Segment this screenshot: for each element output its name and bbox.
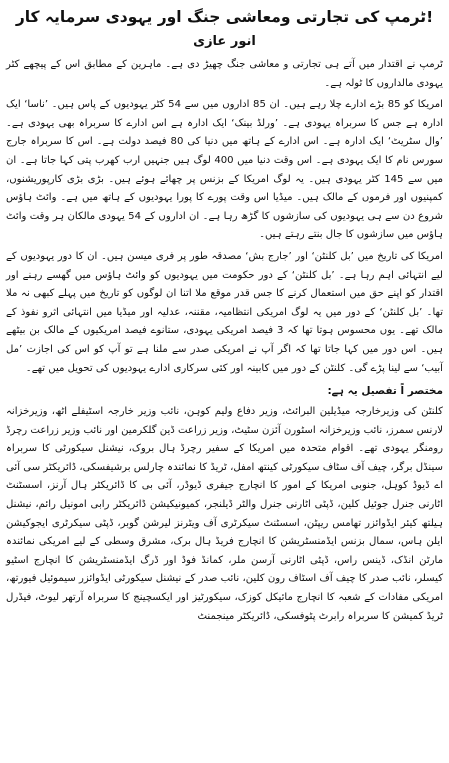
article-author: انور عازی	[193, 34, 256, 49]
article-body	[6, 56, 443, 626]
paragraph-officials: کلنٹن کی وزیرخارجہ میڈیلین البرائٹ، وزیر دفاع ولیم کوہن، نائب وزیر خارجہ اسٹیفلے اٹھ، وزیرخزانہ لارنس سمرز، نائب وزیرخزانہ اسٹورن آئزن سٹیٹ، وزیر زراعت ڈین گلکرمین اور نائب وزیر زراعت رچرڈ رومنگر یہودی تھے۔ اقوام متحدہ میں امریکا کے سفیر رچرڈ ہال بروک، نیشنل سیکورٹی کا سربراہ سینڈل برگر، چیف آف سٹاف سیکورٹی کینتھ امفل، ٹریڈ کا نمائندہ چارلس برشیفسکی، ڈائریکٹر سی آئی اے ڈیوڈ کوہل، جنوبی امریکا کے امور کا انچارج جیفری ڈیوڈر، آئی بی کا ڈائریکٹر ہال آرنز، اسسٹنٹ اٹارنی جنرل جوئیل کلین، ڈپٹی اٹارنی جنرل والٹر ڈیلنجر، کمیونیکیشن ڈائریکٹر رابی امونیل رائم، نیشنل ہیلتھ کیئر ایڈوائزر تھامس ریپٹن، اسسٹنٹ سیکرٹری آف ویٹرنز لیرشن گوبر، ڈپٹی سیکرٹری ایجوکیشن ایلن ہاس، سمال بزنس ایڈمنسٹریشن کا انچارج فریڈ ہال برک، مشرق وسطی کے لیے امریکی نمائندہ مارٹن انڈک، ڈینس راس، ڈپٹی اٹارنی آرسن ملر، کمانڈ فوڈ اور ڈرگ ایڈمنسٹریشن کا انچارج اسٹیو کیسلر، نائب صدر کا چیف آف اسٹاف رون کلین، نائب صدر کے نیشنل سیکورٹی ایڈوائزر سیموئیل فیورتھ، امریکی مفادات کے شعبہ کا انچارج مائیکل کوزک، سیکورٹیز اور ایکسچینج کا سربراہ آرتھر لیوٹ، فیڈرل ٹریڈ کمیشن کا سربراہ رابرٹ پٹوفسکی، ڈائریکٹر مینجمنٹ	[6, 406, 443, 622]
paragraph-intro: ٹرمپ نے اقتدار میں آتے ہی تجارتی و معاشی جنگ چھیڑ دی ہے۔ ماہرین کے مطابق اس کے پیچھے کٹر یہودی مالداروں کا ٹولہ ہے۔	[6, 59, 443, 89]
paragraph-institutions: امریکا کو 85 بڑے ادارے چلا رہے ہیں۔ ان 85 اداروں میں سے 54 کٹر یہودیوں کے پاس ہیں۔ ’ناسا‘ ایک ادارہ ہے جس کا سربراہ یہودی ہے۔ ’ورلڈ بینک‘ ایک ادارہ ہے اس ادارے کا سربراہ بھی یہودی ہے۔ ’وال سٹریٹ‘ ایک ادارہ ہے۔ اس ادارے کے ہاتھ میں دنیا کی 80 فیصد دولت ہے۔ اس کا سربراہ جارج سورس نام کا ایک یہودی ہے۔ اس وقت دنیا میں 400 لوگ ہیں جنہیں ارب کھرب پتی کہا جاتا ہے۔ ان میں سے 145 کٹر یہودی ہیں۔ یہ لوگ امریکا کے بزنس پر چھائے ہوئے ہیں۔ بڑی بڑی کارپوریشنوں، کمپنیوں اور فرموں کے مالک ہیں۔ میڈیا اس وقت پورے کا پورا یہودیوں کے ہاتھ میں ہے۔ وائٹ ہاؤس شروع دن سے ہی یہودیوں کی سازشوں کا گڑھ رہا ہے۔ ان اداروں کے 54 یہودی مالکان ہر وقت وائٹ ہاؤس میں سازشوں کا جال بنتے رہتے ہیں۔	[6, 99, 443, 241]
article-title: ٹرمپ کی تجارتی ومعاشی جنگ اور یہودی سرمایہ کار!	[15, 8, 434, 26]
section-subhead: مختصر اً تفصیل یہ ہے:	[327, 385, 443, 398]
paragraph-history: امریکا کی تاریخ میں ’بل کلنٹن‘ اور ’جارج بش‘ مصدقہ طور پر فری میسن ہیں۔ ان کا دور یہودیوں کے لیے انتہائی اہم رہا ہے۔ ’بل کلنٹن‘ کے دور حکومت میں یہودیوں کو وائٹ ہاؤس میں گھسے رہنے اور اقتدار کو اپنے حق میں استعمال کرنے کا جس قدر موقع ملا اتنا ان لوگوں کو تاریخ میں پہلے کبھی نہ ملا تھا۔ ’بل کلنٹن‘ کے دور میں یہ لوگ امریکی انتظامیہ، مقننہ، عدلیہ اور میڈیا میں انتہائی اثرو نفوذ کے مالک تھے۔ یوں محسوس ہوتا تھا کہ 3 فیصد امریکی یہودی، ستانوے فیصد امریکیوں کے مالک بن بیٹھے ہیں۔ اس دور میں کہا جاتا تھا کہ اگر آپ نے امریکی صدر سے ملنا ہے تو آپ کو اس کی اجازت ’مل آبیب‘ سے لینا پڑے گی۔ کلنٹن کے دور میں کابینہ اور کئی سرکاری ادارے یہودیوں کی تحویل میں تھے۔	[6, 250, 443, 374]
